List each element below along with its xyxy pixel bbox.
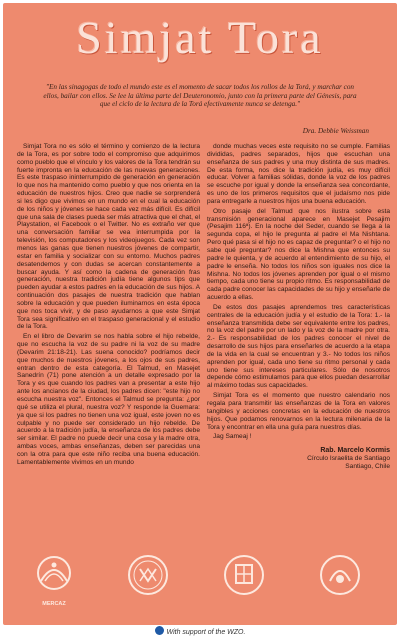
paragraph: Jag Sameaj ! — [213, 433, 252, 441]
paragraph: De estos dos pasajes aprendemos tres características centrales de la educación judía y el estudio de la Tora: 1.- la enseñanza transmitida debe ser equivalente entre los padres, no la voz del padre por un lado y la voz de la madre por otra. 2.- Es responsabilidad de los padres conocer el nivel de desarrollo de sus hijos para enseñarles de acuerdo a la etapa de la vida en la cual se encuentran y 3.- No todos los niños aprenden por igual, cada uno tiene su ritmo personal y cada uno tiene sus intereses particulares. Sólo de nosotros depende cómo estimulamos para que ellos puedan desarrollar al máximo todas sus capacidades. — [207, 303, 390, 390]
organization-logo-icon — [219, 551, 269, 601]
masorti-logo — [123, 551, 173, 613]
footer-text: With support of the WZO. — [166, 629, 246, 636]
wzo-icon — [155, 626, 164, 635]
masorti-logo-icon — [123, 551, 173, 601]
mercaz-logo — [29, 551, 79, 613]
mercaz-logo-icon — [29, 551, 79, 601]
footer — [0, 626, 400, 640]
page-title: Simjat Tora — [76, 12, 324, 63]
paragraph: Otro pasaje del Talmud que nos ilustra sobre esta transmisión generacional aparece en Masejet Pesajim (Pesajim 116ª). En la noche del Seder, cuando se llega a la segunda copa, el hijo le pregunta al padre el Ma Nishtana. Pero qué pasa si el hijo no es capaz de preguntar? o el hijo no sabe qué preguntar? nos dice la Mishna que entonces su padre le quienta, y de acuerdo al entendimiento de su hijo, el padre le enseña. No todos los niños son iguales nos dice la Mishna. No todos los jóvenes aprenden por igual o el mismo tiempo, cada uno tiene su propio ritmo. Es responsabilidad de cada padre conocer las capacidades de su hijo y enseñarle de acuerdo a ellas. — [207, 207, 390, 302]
logo-label: MERCAZ — [42, 601, 66, 607]
signature-org: Círculo Israelita de Santiago — [307, 455, 390, 463]
paragraph: En el libro de Devarim se nos habla sobre el hijo rebelde, que no escucha la voz de su padre ni la voz de su madre (Devarim 21:18-21). Las suena conocido? podríamos decir que muchos de nuestros jóvenes, a los ojos de sus padres, entran dentro de esta categoría. El Talmud, en Masejet Sanedrín (71) pone atención a un detalle expresado por la Tora y es que cuando los padres van a presentar a este hijo ante los ancianos de la ciudad, los padres dicen: "este hijo no escucha nuestra voz". Entonces el Talmud se pregunta: ¿por qué se utiliza el plural, nuestra voz? Y responde la Guemara: ya que si los padres no tienen una voz igual, este joven no es culpable y no puede ser considerado un hijo rebelde. De acuerdo a la tradición judía, la enseñanza de los padres debe ser similar. El padre no puede decir una cosa y la madre otra, ambas voces, ambas enseñanzas, deben ser parecidas una con la otra para que este niño reciba una buena educación. Lamentablemente vivimos en un mundo — [17, 333, 200, 466]
content-panel — [3, 3, 397, 625]
right-column — [207, 143, 390, 471]
paragraph: Simjat Tora es el momento que nuestro calendario nos regala para transmitir las enseñanzas de la Tora en valores tangibles y acciones concretas en la educación de nuestros hijos. Que podamos renovarnos en la lectura milenaria de la Tora y encontrar en ella una guía para nuestros días. — [207, 392, 390, 431]
signature — [207, 447, 390, 471]
masorti-amlat-logo — [315, 551, 365, 613]
epigraph-quote: "En las sinagogas de todo el mundo este es el momento de sacar todos los rollos de la Torá, y marchar con ellos, bailar con ellos. Se lee la última parte del Deuteronomio, junto con la primera parte del Génesis, para que el ciclo de la lectura de la Torá efectivamente nunca se detenga." — [43, 83, 357, 109]
paragraph: Simjat Tora no es sólo el término y comienzo de la lectura de la Tora, es por sobre todo el compromiso que adquirimos como pueblo que el vínculo y los valores de la Tora tendrán su fuerte impronta en la educación de las nuevas generaciones. Es este traspaso ininterrumpido de generación en generación lo que nos ha mantenido como pueblo y que nos orienta en la educación de nuestros hijos. Creo que nadie se sorprenderá si les digo que vivimos en un mundo en el cual la educación de los niños y jóvenes se hace cada vez más difícil. Es difícil que una sala de clases pueda ser más atractiva que el chat, el Playstation, el Facebook o el Twitter. No es extraño ver que una conversación familiar se vea interrumpida por la televisión, los computadores y los videojuegos. Cada vez son menos las ganas que tienen nuestros jóvenes de compartir, estar en familia y socializar con su entorno. Muchos padres desatendemos y con dudas se acercan constantemente a buscar ayuda. Y así como la cadena de generación fras generación, nuestra tradición judía tiene algunos tips que pueden ayudar a estos padres en la educación de sus hijos. A continuación dos pasajes de nuestra tradición que hablan sobre la educación y que pueden iluminarnos en esta época que nos toca vivir, y de paso ayudarnos a que este Simjat Tora sea significativo en el traspaso generacional y el estudio de la Tora. — [17, 143, 200, 331]
epigraph-author: Dra. Debbie Weissman — [302, 127, 369, 135]
signature-place: Santiago, Chile — [345, 463, 390, 471]
masorti-amlat-logo-icon — [315, 551, 365, 601]
left-column — [17, 143, 200, 469]
logo-row — [3, 551, 397, 621]
paragraph: donde muchas veces este requisito no se cumple. Familias divididas, padres separados, hijos que escuchan una enseñanza de sus padres y una muy distinta de sus madres. De esta forma, nos dice la tradición judía, es muy difícil educar. Volver a familias sólidas, donde la voz de los padres se escuche por igual y donde la enseñanza sea concordante, es uno de los primeros requisitos que el judaísmo nos pide para entregarle a nuestros hijos una buena educación. — [207, 143, 390, 205]
organization-logo — [219, 551, 269, 613]
signature-name: Rab. Marcelo Kormis — [320, 447, 390, 455]
